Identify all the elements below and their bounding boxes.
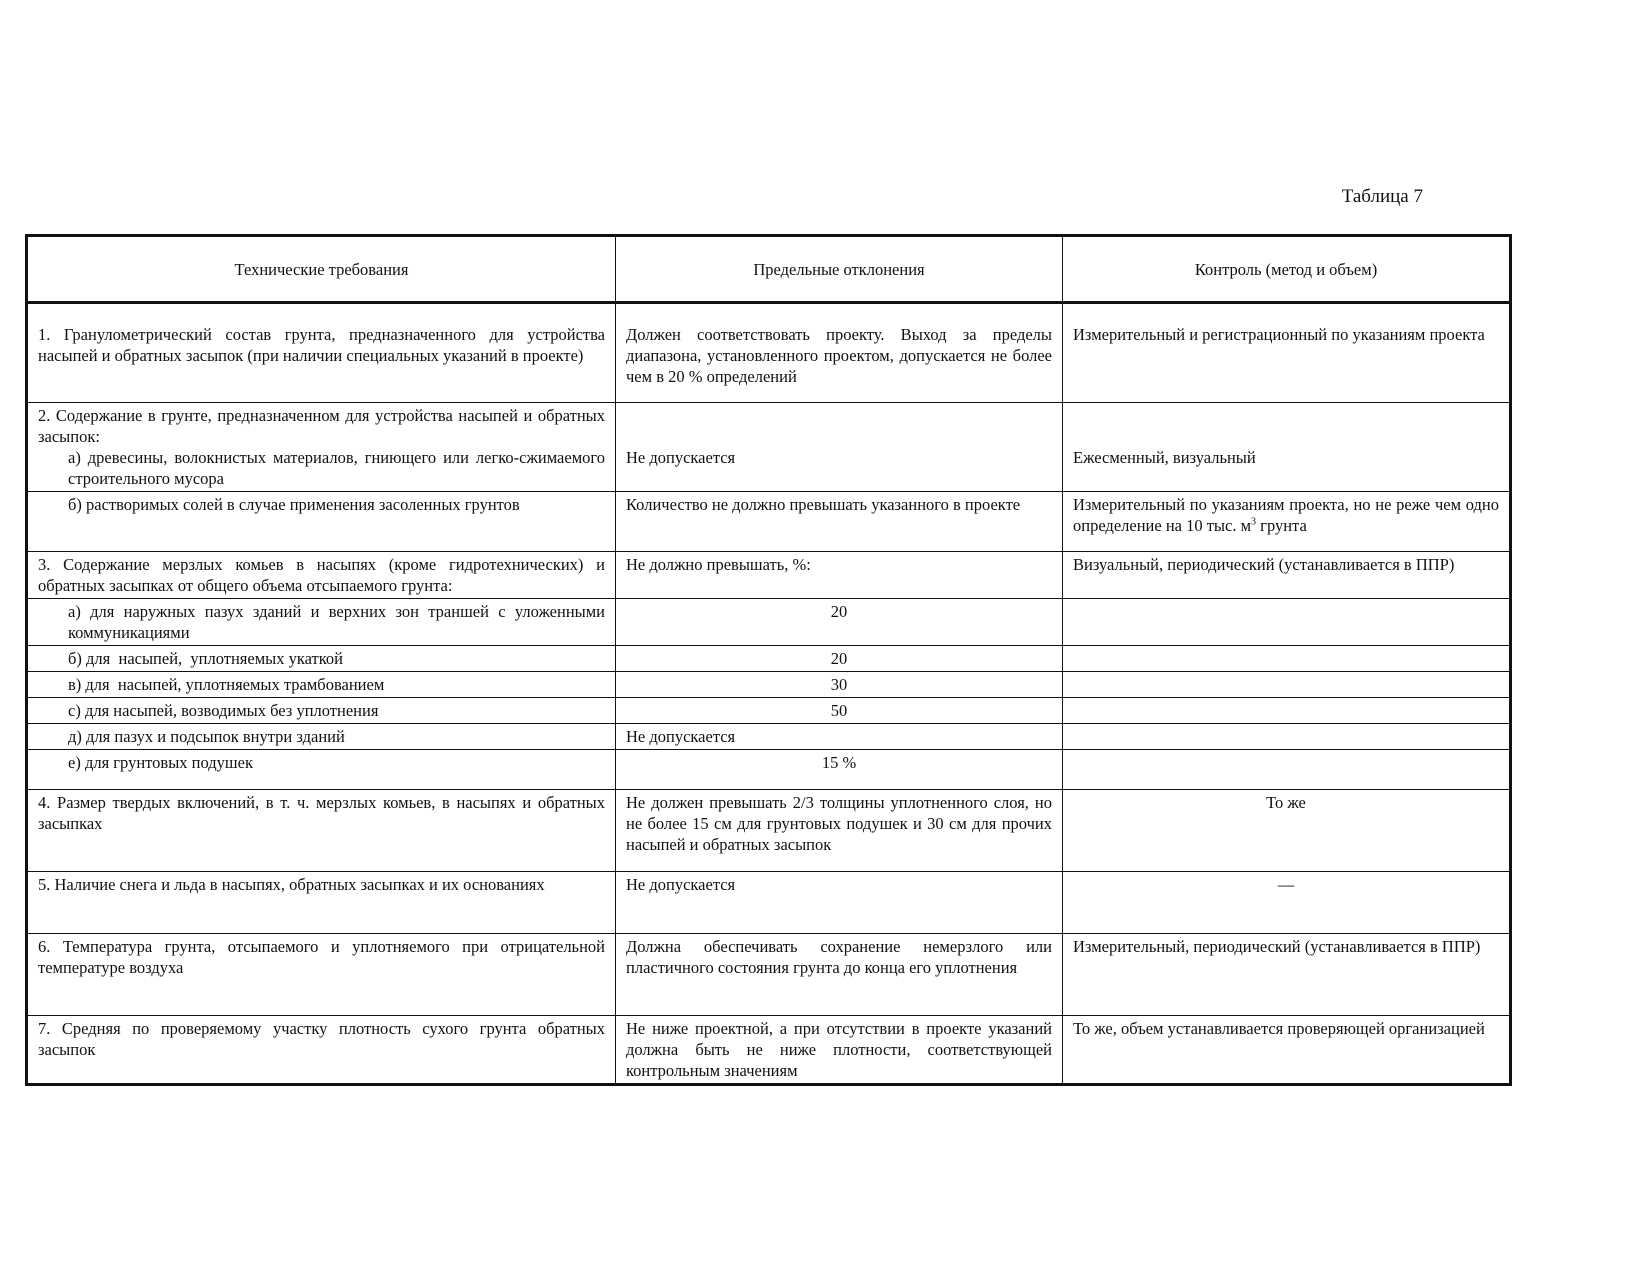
requirement-cell: 6. Температура грунта, отсыпаемого и уплотняемого при отрицательной температуре воздуха [27, 934, 616, 1016]
control-cell [1063, 599, 1511, 646]
control-superscript: 3 [1251, 516, 1257, 528]
control-cell: То же [1063, 790, 1511, 872]
requirement-cell: 7. Средняя по проверяемому участку плотность сухого грунта обратных засыпок [27, 1016, 616, 1085]
requirement-cell: б) для насыпей, уплотняемых укаткой [27, 646, 616, 672]
header-deviations: Предельные отклонения [616, 236, 1063, 303]
table-row [27, 303, 1511, 403]
requirement-cell: б) растворимых солей в случае применения засоленных грунтов [27, 492, 616, 552]
control-cell [1063, 698, 1511, 724]
header-control: Контроль (метод и объем) [1063, 236, 1511, 303]
control-cell: Измерительный, периодический (устанавливается в ППР) [1063, 934, 1511, 1016]
control-cell: — [1063, 872, 1511, 934]
requirement-text: 2. Содержание в грунте, предназначенном для устройства насыпей и обратных засыпок: [38, 406, 605, 446]
table-row [27, 403, 1511, 492]
requirement-cell: д) для пазух и подсыпок внутри зданий [27, 724, 616, 750]
control-cell: То же, объем устанавливается проверяющей организацией [1063, 1016, 1511, 1085]
control-cell [1063, 492, 1511, 552]
control-text: Измерительный по указаниям проекта, но не реже чем одно определение на 10 тыс. м [1073, 495, 1499, 535]
table-row [27, 872, 1511, 934]
table-row [27, 672, 1511, 698]
requirement-cell: с) для насыпей, возводимых без уплотнения [27, 698, 616, 724]
table-row [27, 599, 1511, 646]
table-row [27, 646, 1511, 672]
table-row [27, 790, 1511, 872]
table-row [27, 750, 1511, 790]
deviation-text: Не допускается [626, 448, 736, 467]
requirement-subitem: а) древесины, волокнистых материалов, гниющего или легко-сжимаемого строительного мусора [68, 448, 605, 488]
deviation-cell: 50 [616, 698, 1063, 724]
table-row [27, 1016, 1511, 1085]
deviation-cell: Количество не должно превышать указанного в проекте [616, 492, 1063, 552]
control-cell [1063, 646, 1511, 672]
deviation-cell: Не допускается [616, 872, 1063, 934]
requirements-table [25, 234, 1512, 1086]
header-requirements: Технические требования [27, 236, 616, 303]
deviation-cell: Не должен превышать 2/3 толщины уплотненного слоя, но не более 15 см для грунтовых подушек и 30 см для прочих насыпей и обратных засыпок [616, 790, 1063, 872]
requirement-cell: 3. Содержание мерзлых комьев в насыпях (кроме гидротехнических) и обратных засыпках от общего объема отсыпаемого грунта: [27, 552, 616, 599]
requirement-cell: 4. Размер твердых включений, в т. ч. мерзлых комьев, в насыпях и обратных засыпках [27, 790, 616, 872]
table-row [27, 724, 1511, 750]
control-cell [1063, 672, 1511, 698]
control-cell [1063, 403, 1511, 492]
control-cell: Визуальный, периодический (устанавливается в ППР) [1063, 552, 1511, 599]
control-text-end: грунта [1256, 516, 1307, 535]
table-header-row [27, 236, 1511, 303]
deviation-cell: 20 [616, 599, 1063, 646]
deviation-cell [616, 403, 1063, 492]
deviation-cell: 30 [616, 672, 1063, 698]
deviation-cell: Должна обеспечивать сохранение немерзлого или пластичного состояния грунта до конца его уплотнения [616, 934, 1063, 1016]
requirement-cell [27, 403, 616, 492]
deviation-cell: Должен соответствовать проекту. Выход за пределы диапазона, установленного проектом, допускается не более чем в 20 % определений [616, 303, 1063, 403]
control-text: Ежесменный, визуальный [1073, 448, 1256, 467]
deviation-cell: 20 [616, 646, 1063, 672]
control-cell: Измерительный и регистрационный по указаниям проекта [1063, 303, 1511, 403]
requirement-cell: в) для насыпей, уплотняемых трамбованием [27, 672, 616, 698]
requirement-cell: е) для грунтовых подушек [27, 750, 616, 790]
deviation-cell: Не допускается [616, 724, 1063, 750]
control-cell [1063, 750, 1511, 790]
requirement-cell: 1. Гранулометрический состав грунта, предназначенного для устройства насыпей и обратных засыпок (при наличии специальных указаний в проекте) [27, 303, 616, 403]
table-caption: Таблица 7 [1341, 186, 1423, 207]
deviation-cell: Не должно превышать, %: [616, 552, 1063, 599]
requirement-cell: 5. Наличие снега и льда в насыпях, обратных засыпках и их основаниях [27, 872, 616, 934]
control-cell [1063, 724, 1511, 750]
table-row [27, 492, 1511, 552]
table-row [27, 934, 1511, 1016]
deviation-cell: 15 % [616, 750, 1063, 790]
deviation-cell: Не ниже проектной, а при отсутствии в проекте указаний должна быть не ниже плотности, соответствующей контрольным значениям [616, 1016, 1063, 1085]
table-row [27, 698, 1511, 724]
requirement-cell: а) для наружных пазух зданий и верхних зон траншей с уложенными коммуникациями [27, 599, 616, 646]
table-row [27, 552, 1511, 599]
